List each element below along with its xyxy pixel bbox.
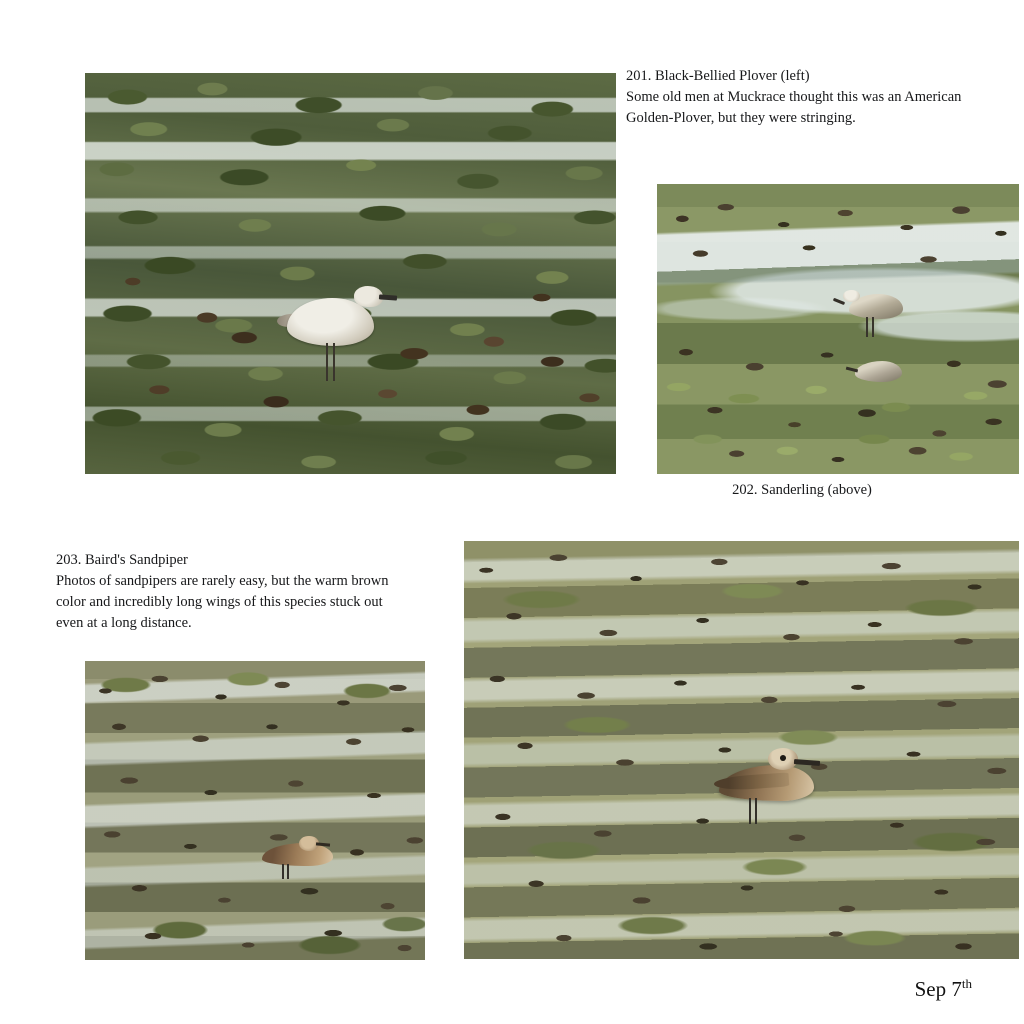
page-date-suffix: th bbox=[961, 976, 972, 991]
sanderling-crouching-body bbox=[855, 361, 902, 382]
sanderling-standing-legs bbox=[866, 317, 875, 336]
caption-201-body: Some old men at Muckrace thought this was an American Golden-Plover, but they were stringing. bbox=[626, 89, 962, 127]
caption-203-body: Photos of sandpipers are rarely easy, but the warm brown color and incredibly long wings of this species stuck out even at a long distance. bbox=[56, 573, 389, 632]
debris-layer bbox=[657, 184, 1019, 474]
debris-layer bbox=[85, 73, 616, 474]
bairds-sandpiper-legs bbox=[749, 798, 761, 824]
caption-201-title: 201. Black-Bellied Plover (left) bbox=[626, 68, 810, 84]
plover-bill bbox=[379, 294, 397, 300]
photo-black-bellied-plover[interactable] bbox=[85, 73, 616, 474]
debris-layer bbox=[464, 541, 1019, 959]
photo-bairds-sandpiper-large[interactable] bbox=[464, 541, 1019, 959]
photo-sanderling[interactable] bbox=[657, 184, 1019, 474]
bairds-sandpiper-legs bbox=[282, 864, 289, 879]
page-date bbox=[915, 976, 972, 1002]
caption-203-title: 203. Baird's Sandpiper bbox=[56, 552, 188, 568]
caption-202-title: 202. Sanderling (above) bbox=[732, 482, 872, 498]
sanderling-standing-head bbox=[843, 290, 860, 302]
page-date-label: Sep 7 bbox=[914, 977, 962, 1001]
photo-bairds-sandpiper-small[interactable] bbox=[85, 661, 425, 960]
caption-203 bbox=[56, 550, 396, 634]
debris-layer bbox=[85, 661, 425, 960]
plover-legs bbox=[326, 343, 340, 381]
caption-201 bbox=[626, 66, 978, 129]
caption-202 bbox=[626, 480, 978, 501]
